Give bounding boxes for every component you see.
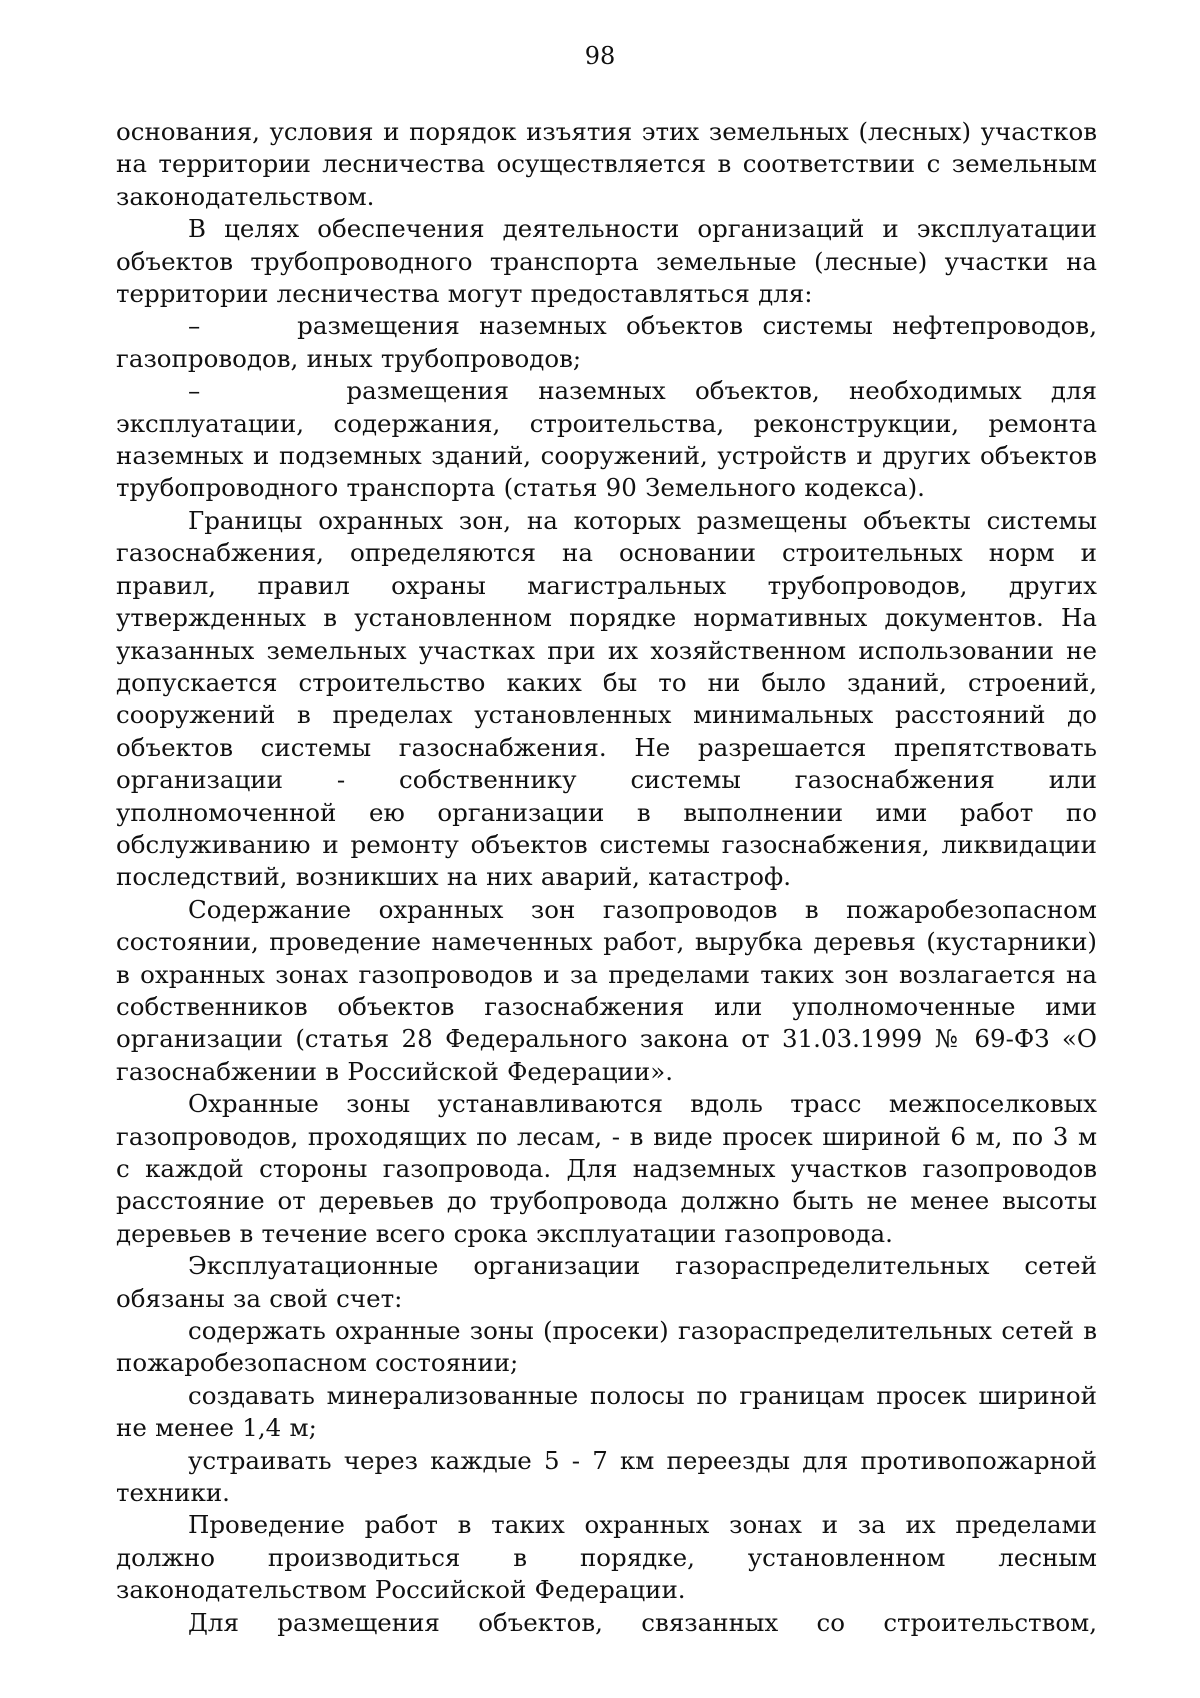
paragraph-operator-obligations: Эксплуатационные организации газораспределительных сетей обязаны за свой счет: — [116, 1251, 1097, 1313]
paragraph-works-procedure: Проведение работ в таких охранных зонах и за их пределами должно производиться в порядке, установленном лесным законодательством Российской Федерации. — [116, 1510, 1097, 1605]
paragraph-protection-zone-borders: Границы охранных зон, на которых размещены объекты системы газоснабжения, определяются на основании строительных норм и правил, правил охраны магистральных трубопроводов, других утвержденных в установленном порядке нормативных документов. На указанных земельных участках при их хозяйственном использовании не допускается строительство каких бы то ни было зданий, строений, сооружений в пределах установленных минимальных расстояний до объектов системы газоснабжения. Не разрешается препятствовать организации - собственнику системы газоснабжения или уполномоченной ею организации в выполнении ими работ по обслуживанию и ремонту объектов системы газоснабжения, ликвидации последствий, возникших на них аварий, катастроф. — [116, 505, 1097, 892]
page-number: 98 — [584, 42, 616, 70]
paragraph-pipeline-purposes: В целях обеспечения деятельности организаций и эксплуатации объектов трубопроводного транспорта земельные (лесные) участки на территории лесничества могут предоставляться для: — [116, 214, 1097, 309]
list-item-mineral-strips: создавать минерализованные полосы по границам просек шириной не менее 1,4 м; — [116, 1380, 1097, 1443]
list-item-ground-objects: – размещения наземных объектов системы нефтепроводов, газопроводов, иных трубопроводов; — [116, 311, 1097, 373]
paragraph-zone-width: Охранные зоны устанавливаются вдоль трасс межпоселковых газопроводов, проходящих по лесам, - в виде просек шириной 6 м, по 3 м с каждой стороны газопровода. Для надземных участков газопроводов расстояние от деревьев до трубопровода должно быть не менее высоты деревьев в течение всего срока эксплуатации газопровода. — [116, 1089, 1097, 1248]
list-item-keep-clearings: содержать охранные зоны (просеки) газораспределительных сетей в пожаробезопасном состоянии; — [116, 1316, 1097, 1378]
list-item-crossings: устраивать через каждые 5 - 7 км переезды для противопожарной техники. — [116, 1445, 1097, 1508]
paragraph-land-withdrawal: основания, условия и порядок изъятия этих земельных (лесных) участков на территории лесничества осуществляется в соответствии с земельным законодательством. — [116, 117, 1097, 211]
document-body — [116, 116, 1097, 1639]
paragraph-zone-maintenance: Содержание охранных зон газопроводов в пожаробезопасном состоянии, проведение намеченных работ, вырубка деревья (кустарники) в охранных зонах газопроводов и за пределами таких зон возлагается на собственников объектов газоснабжения или уполномоченные ими организации (статья 28 Федерального закона от 31.03.1999 № 69-ФЗ «О газоснабжении в Российской Федерации». — [116, 894, 1097, 1086]
list-item-operation-objects: – размещения наземных объектов, необходимых для эксплуатации, содержания, строительства, реконструкции, ремонта наземных и подземных зданий, сооружений, устройств и других объектов трубопроводного транспорта (статья 90 Земельного кодекса). — [116, 376, 1097, 503]
paragraph-construction-objects: Для размещения объектов, связанных со строительством, — [188, 1607, 1097, 1637]
